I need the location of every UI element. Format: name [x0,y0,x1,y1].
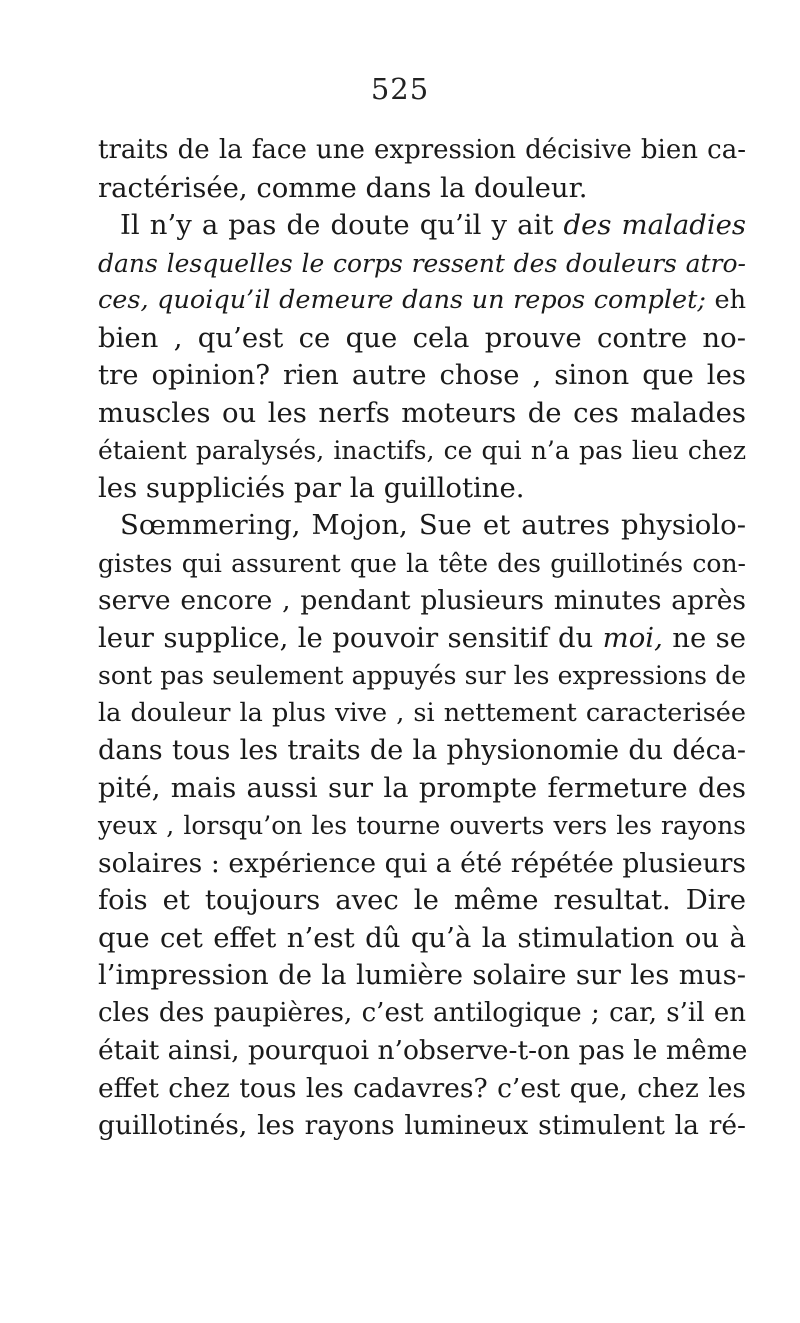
text-segment: était ainsi, pourquoi n’observe-t-on pas le même [98,1035,748,1066]
text-segment: guillotinés, les rayons lumineux stimulent la ré- [98,1110,746,1141]
body-text [98,132,746,1145]
text-line [98,1070,746,1108]
text-segment: bien , qu’est ce que cela prouve contre no- [98,321,746,354]
text-segment: eh [705,285,747,315]
italic-text-segment: moi, [602,621,663,654]
text-line [98,170,746,208]
text-line [98,582,746,620]
text-line [98,695,746,733]
text-segment: yeux , lorsqu’on les tourne ouverts vers les rayons [98,811,746,840]
text-segment: leur supplice, le pouvoir sensitif du [98,621,603,654]
text-line [98,357,746,395]
text-segment: Il n’y a pas de doute qu’il y ait [120,209,564,241]
text-segment: que cet effet n’est dû qu’à la stimulation ou à [98,921,746,954]
text-segment: solaires : expérience qui a été répétée plusieurs [98,847,746,879]
text-segment: pité, mais aussi sur la prompte fermeture des [98,771,746,804]
text-line [98,920,746,958]
text-line [98,770,746,808]
text-segment: traits de la face une expression décisive bien ca- [98,135,746,165]
text-segment: gistes qui assurent que la tête des guillotinés con- [98,548,746,578]
text-line [98,620,746,658]
text-line [98,1032,746,1070]
text-line [98,432,746,470]
text-line [98,732,746,770]
text-line [98,395,746,433]
text-segment: les suppliciés par la guillotine. [98,471,525,504]
text-line [98,470,746,508]
text-line [98,507,746,545]
text-segment: cles des paupières, c’est antilogique ; car, s’il en [98,997,746,1028]
page-number: 525 [370,72,430,106]
text-segment: dans tous les traits de la physionomie du déca- [98,735,746,766]
text-segment: ractérisée, comme dans la douleur. [98,171,588,204]
text-line [98,957,746,995]
text-segment: muscles ou les nerfs moteurs de ces malades [98,396,746,429]
text-segment: la douleur la plus vive , si nettement caracterisée [98,697,746,728]
text-line [98,807,746,845]
text-line [98,545,746,583]
text-line [98,845,746,883]
italic-text-segment: des maladies [563,209,746,241]
italic-text-segment: ces, quoiqu’il demeure dans un repos complet; [98,285,706,315]
text-segment: ne se [662,621,747,654]
text-line [98,207,746,245]
text-line [98,1107,746,1145]
text-segment: Sœmmering, Mojon, Sue et autres physiolo- [120,509,746,541]
text-line [98,282,746,320]
text-segment: étaient paralysés, inactifs, ce qui n’a pas lieu chez [98,436,746,465]
text-segment: l’impression de la lumière solaire sur les mus- [98,959,746,991]
text-line [98,882,746,920]
italic-text-segment: dans lesquelles le corps ressent des douleurs atro- [98,248,746,278]
text-line [98,995,746,1033]
text-segment: tre opinion? rien autre chose , sinon que les [98,359,746,391]
text-line [98,245,746,283]
text-segment: effet chez tous les cadavres? c’est que, chez les [98,1072,746,1104]
text-line [98,657,746,695]
text-segment: sont pas seulement appuyés sur les expressions de [98,661,746,690]
text-line [98,132,746,170]
text-line [98,320,746,358]
text-segment: fois et toujours avec le même resultat. Dire [98,884,746,916]
text-segment: serve encore , pendant plusieurs minutes après [98,585,746,616]
